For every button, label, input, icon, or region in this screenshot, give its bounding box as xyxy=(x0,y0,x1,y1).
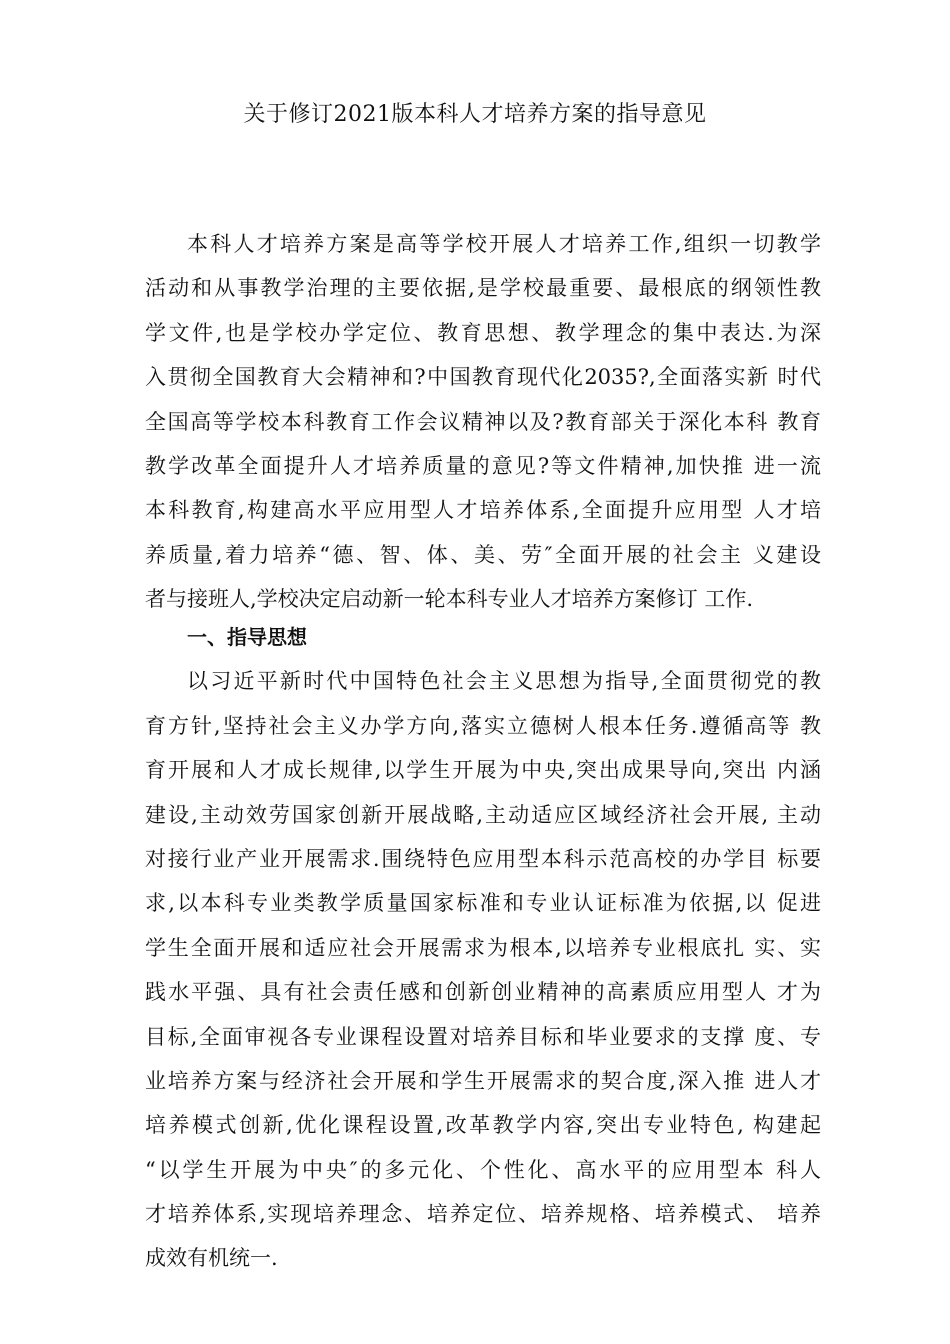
paragraph-line: 本科教育,构建高水平应用型人才培养体系,全面提升应用型 人才培 xyxy=(145,498,821,523)
paragraph-line: 入贯彻全国教育大会精神和?中国教育现代化2035?,全面落实新 时代 xyxy=(145,365,821,390)
paragraph-line: 践水平强、具有社会责任感和创新创业精神的高素质应用型人 才为 xyxy=(145,980,821,1005)
paragraph-line: 教学改革全面提升人才培养质量的意见?等文件精神,加快推 进一流 xyxy=(145,453,821,478)
document-title: 关于修订2021版本科人才培养方案的指导意见 xyxy=(243,102,707,127)
paragraph-line: 学文件,也是学校办学定位、教育思想、教学理念的集中表达.为深 xyxy=(145,320,821,345)
intro-paragraph xyxy=(145,222,821,622)
paragraph-line: 全国高等学校本科教育工作会议精神以及?教育部关于深化本科 教育 xyxy=(145,409,821,434)
paragraph-line: 本科人才培养方案是高等学校开展人才培养工作,组织一切教学 xyxy=(187,232,821,256)
paragraph-line: 育开展和人才成长规律,以学生开展为中央,突出成果导向,突出 内涵 xyxy=(145,758,821,783)
paragraph-line: 才培养体系,实现培养理念、培养定位、培养规格、培养模式、 培养 xyxy=(145,1202,821,1227)
paragraph-line: 养质量,着力培养“德、智、体、美、劳″全面开展的社会主 义建设 xyxy=(145,542,821,567)
paragraph-line: 学生全面开展和适应社会开展需求为根本,以培养专业根底扎 实、实 xyxy=(145,935,821,960)
paragraph-line: 业培养方案与经济社会开展和学生开展需求的契合度,深入推 进人才 xyxy=(145,1068,821,1093)
paragraph-line: “以学生开展为中央″的多元化、个性化、高水平的应用型本 科人 xyxy=(145,1157,821,1182)
paragraph-line: 建设,主动效劳国家创新开展战略,主动适应区域经济社会开展, 主动 xyxy=(145,802,821,827)
paragraph-line: 成效有机统一. xyxy=(145,1246,278,1271)
paragraph-line: 育方针,坚持社会主义办学方向,落实立德树人根本任务.遵循高等 教 xyxy=(145,713,821,738)
paragraph-line: 活动和从事教学治理的主要依据,是学校最重要、最根底的纲领性教 xyxy=(145,276,821,301)
paragraph-line: 对接行业产业开展需求.围绕特色应用型本科示范高校的办学目 标要 xyxy=(145,846,821,871)
paragraph-line: 者与接班人,学校决定启动新一轮本科专业人才培养方案修订 工作. xyxy=(145,587,754,612)
paragraph-line: 以习近平新时代中国特色社会主义思想为指导,全面贯彻党的教 xyxy=(187,669,821,694)
section-guiding-ideology xyxy=(145,615,821,1281)
section-heading: 一、指导思想 xyxy=(187,625,307,649)
paragraph-line: 目标,全面审视各专业课程设置对培养目标和毕业要求的支撑 度、专 xyxy=(145,1024,821,1049)
paragraph-line: 求,以本科专业类教学质量国家标准和专业认证标准为依据,以 促进 xyxy=(145,891,821,916)
paragraph-line: 培养模式创新,优化课程设置,改革教学内容,突出专业特色, 构建起 xyxy=(145,1113,821,1138)
